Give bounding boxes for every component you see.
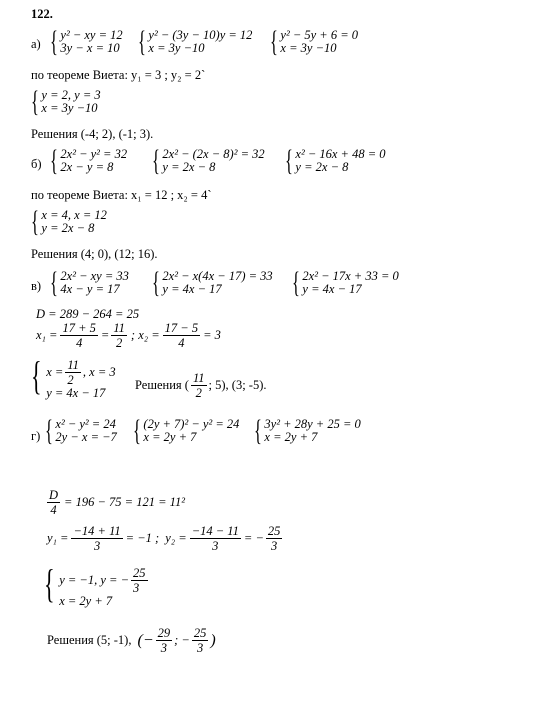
- brace-icon: {: [31, 353, 42, 398]
- part-b-label: б): [31, 157, 42, 171]
- fraction: $\frac{11}{2}$: [192, 371, 205, 400]
- part-b-system-2: { 2x² − (2x − 8)² = 32 y = 2x − 8: [152, 144, 265, 177]
- part-a-system-4: { y = 2, y = 3 x = 3y −10: [31, 85, 101, 118]
- part-v-discriminant: D = 289 − 264 = 25: [36, 307, 140, 321]
- fraction: $\frac{-14 - 11}{3}$: [191, 524, 239, 553]
- fraction: $\frac{29}{3}$: [157, 626, 171, 655]
- part-v-system-2: { 2x² − x(4x − 17) = 33 y = 4x − 17: [152, 266, 273, 299]
- part-a-system-1: { y² − xy = 12 3y − x = 10: [50, 25, 123, 58]
- part-b-system-4: { x = 4, x = 12 y = 2x − 8: [31, 205, 107, 238]
- part-a-answer: Решения (-4; 2), (-1; 3).: [31, 127, 154, 141]
- part-v-roots: x₁ = $\frac{17 + 5}{4}$ = $\frac{11}{2}$ ; x₂ = $\frac{17 - 5}{4}$ = 3: [36, 321, 221, 350]
- part-v-answer: Решения ( $\frac{11}{2}$ ; 5), (3; -5).: [135, 371, 267, 400]
- part-g-discriminant: $\frac{D}{4}$ = 196 − 75 = 121 = 11²: [49, 488, 185, 517]
- part-g-system-2: { (2y + 7)² − y² = 24 x = 2y + 7: [133, 414, 240, 447]
- problem-number: 122.: [31, 7, 53, 21]
- fraction: $\frac{11}{2}$: [113, 321, 125, 350]
- fraction: $\frac{25}{3}$: [133, 566, 146, 595]
- part-a-system-3: { y² − 5y + 6 = 0 x = 3y −10: [270, 25, 359, 58]
- brace-icon: {: [31, 85, 39, 118]
- part-b-vieta: по теореме Виета: x₁ = 12 ; x₂ = 4`: [31, 188, 212, 202]
- fraction: $\frac{25}{3}$: [193, 626, 207, 655]
- part-a-label: а): [31, 37, 41, 51]
- brace-icon: {: [292, 266, 300, 299]
- brace-icon: {: [152, 144, 160, 177]
- brace-icon: {: [31, 205, 39, 238]
- part-v-system-4: { x = $\frac{11}{2}$ , x = 3 y = 4x − 17: [31, 353, 116, 400]
- brace-icon: {: [270, 25, 278, 58]
- fraction: $\frac{-14 + 11}{3}$: [73, 524, 121, 553]
- brace-icon: {: [44, 561, 55, 606]
- brace-icon: {: [285, 144, 293, 177]
- brace-icon: {: [152, 266, 160, 299]
- part-v-system-3: { 2x² − 17x + 33 = 0 y = 4x − 17: [292, 266, 399, 299]
- part-g-answer: Решения (5; -1), (− $\frac{29}{3}$ ; − $\frac{25}{3}$ ): [47, 626, 216, 655]
- brace-icon: {: [50, 144, 58, 177]
- brace-icon: {: [138, 25, 146, 58]
- part-g-system-1: { x² − y² = 24 2y − x = −7: [45, 414, 117, 447]
- fraction: $\frac{D}{4}$: [49, 488, 59, 517]
- part-b-system-3: { x² − 16x + 48 = 0 y = 2x − 8: [285, 144, 386, 177]
- part-g-roots: y₁ = $\frac{-14 + 11}{3}$ = −1 ; y₂ = $\frac{-14 - 11}{3}$ = − $\frac{25}{3}$: [47, 524, 281, 553]
- part-g-system-4: { y = −1, y = − $\frac{25}{3}$ x = 2y + 7: [44, 561, 146, 608]
- fraction: $\frac{25}{3}$: [267, 524, 281, 553]
- part-v-system-1: { 2x² − xy = 33 4x − y = 17: [50, 266, 129, 299]
- brace-icon: {: [45, 414, 53, 447]
- part-a-system-2: { y² − (3y − 10)y = 12 x = 3y −10: [138, 25, 253, 58]
- fraction: $\frac{11}{2}$: [67, 358, 79, 387]
- part-b-system-1: { 2x² − y² = 32 2x − y = 8: [50, 144, 128, 177]
- part-v-label: в): [31, 279, 42, 293]
- part-b-answer: Решения (4; 0), (12; 16).: [31, 247, 158, 261]
- fraction: $\frac{17 - 5}{4}$: [164, 321, 199, 350]
- part-a-vieta: по теореме Виета: y₁ = 3 ; y₂ = 2`: [31, 68, 206, 82]
- brace-icon: {: [50, 25, 58, 58]
- brace-icon: {: [254, 414, 262, 447]
- part-g-system-3: { 3y² + 28y + 25 = 0 x = 2y + 7: [254, 414, 361, 447]
- brace-icon: {: [133, 414, 141, 447]
- brace-icon: {: [50, 266, 58, 299]
- fraction: $\frac{17 + 5}{4}$: [62, 321, 96, 350]
- part-g-label: г): [31, 429, 41, 443]
